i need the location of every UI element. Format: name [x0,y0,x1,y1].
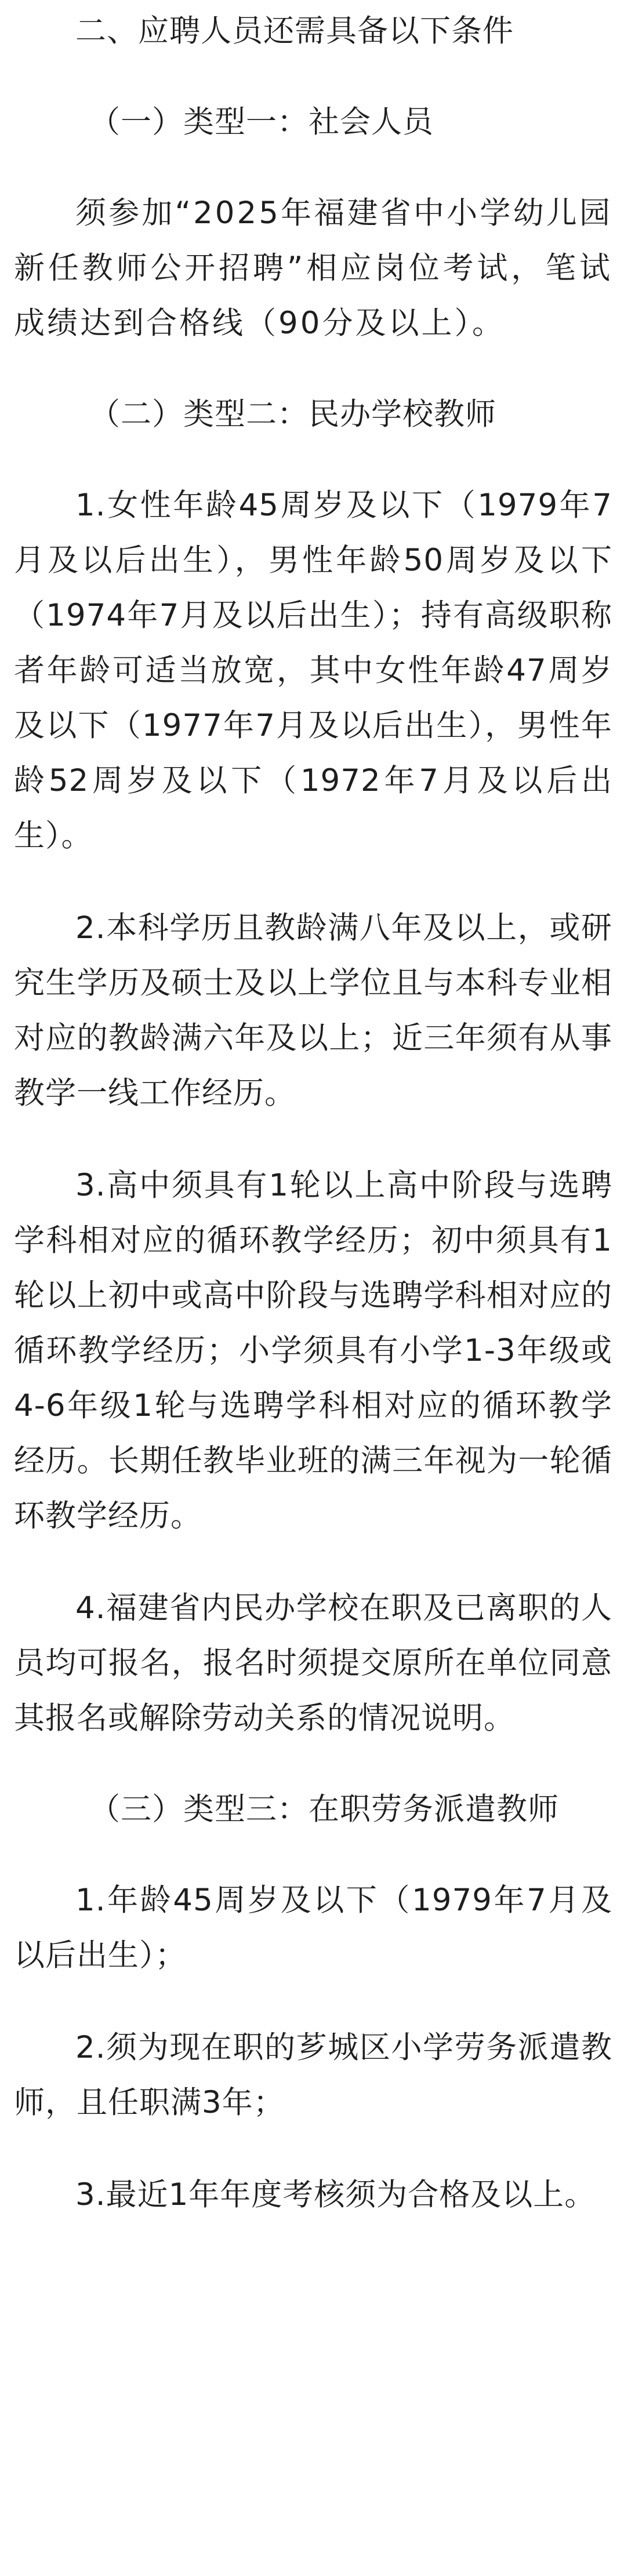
type3-item-2: 2.须为现在职的芗城区小学劳务派遣教师，且任职满3年； [14,2030,612,2120]
type2-item-1: 1.女性年龄45周岁及以下（1979年7月及以后出生），男性年龄50周岁及以下（1974年7月及以后出生）；持有高级职称者年龄可适当放宽，其中女性年龄47周岁及以下（1977年7月及以后出生），男性年龄52周岁及以下（1972年7月及以后出生）。 [14,488,612,853]
type3-heading: （三）类型三：在职劳务派遣教师 [89,1792,559,1827]
section-heading: 二、应聘人员还需具备以下条件 [75,13,514,49]
type2-item-4: 4.福建省内民办学校在职及已离职的人员均可报名，报名时须提交原所在单位同意其报名或解除劳动关系的情况说明。 [14,1590,612,1736]
type1-heading: （一）类型一：社会人员 [89,104,434,140]
type3-item-1: 1.年龄45周岁及以下（1979年7月及以后出生）； [14,1883,612,1973]
type2-item-2: 2.本科学历且教龄满八年及以上，或研究生学历及硕士及以上学位且与本科专业相对应的教龄满六年及以上；近三年须有从事教学一线工作经历。 [14,910,612,1111]
type3-item-3: 3.最近1年年度考核须为合格及以上。 [75,2177,596,2212]
type1-paragraph: 须参加“2025年福建省中小学幼儿园新任教师公开招聘”相应岗位考试，笔试成绩达到合格线（90分及以上）。 [14,195,612,341]
type2-heading: （二）类型二：民办学校教师 [89,397,496,432]
type2-item-3: 3.高中须具有1轮以上高中阶段与选聘学科相对应的循环教学经历；初中须具有1轮以上初中或高中阶段与选聘学科相对应的循环教学经历；小学须具有小学1-3年级或4-6年级1轮与选聘学科相对应的循环教学经历。长期任教毕业班的满三年视为一轮循环教学经历。 [14,1168,612,1534]
